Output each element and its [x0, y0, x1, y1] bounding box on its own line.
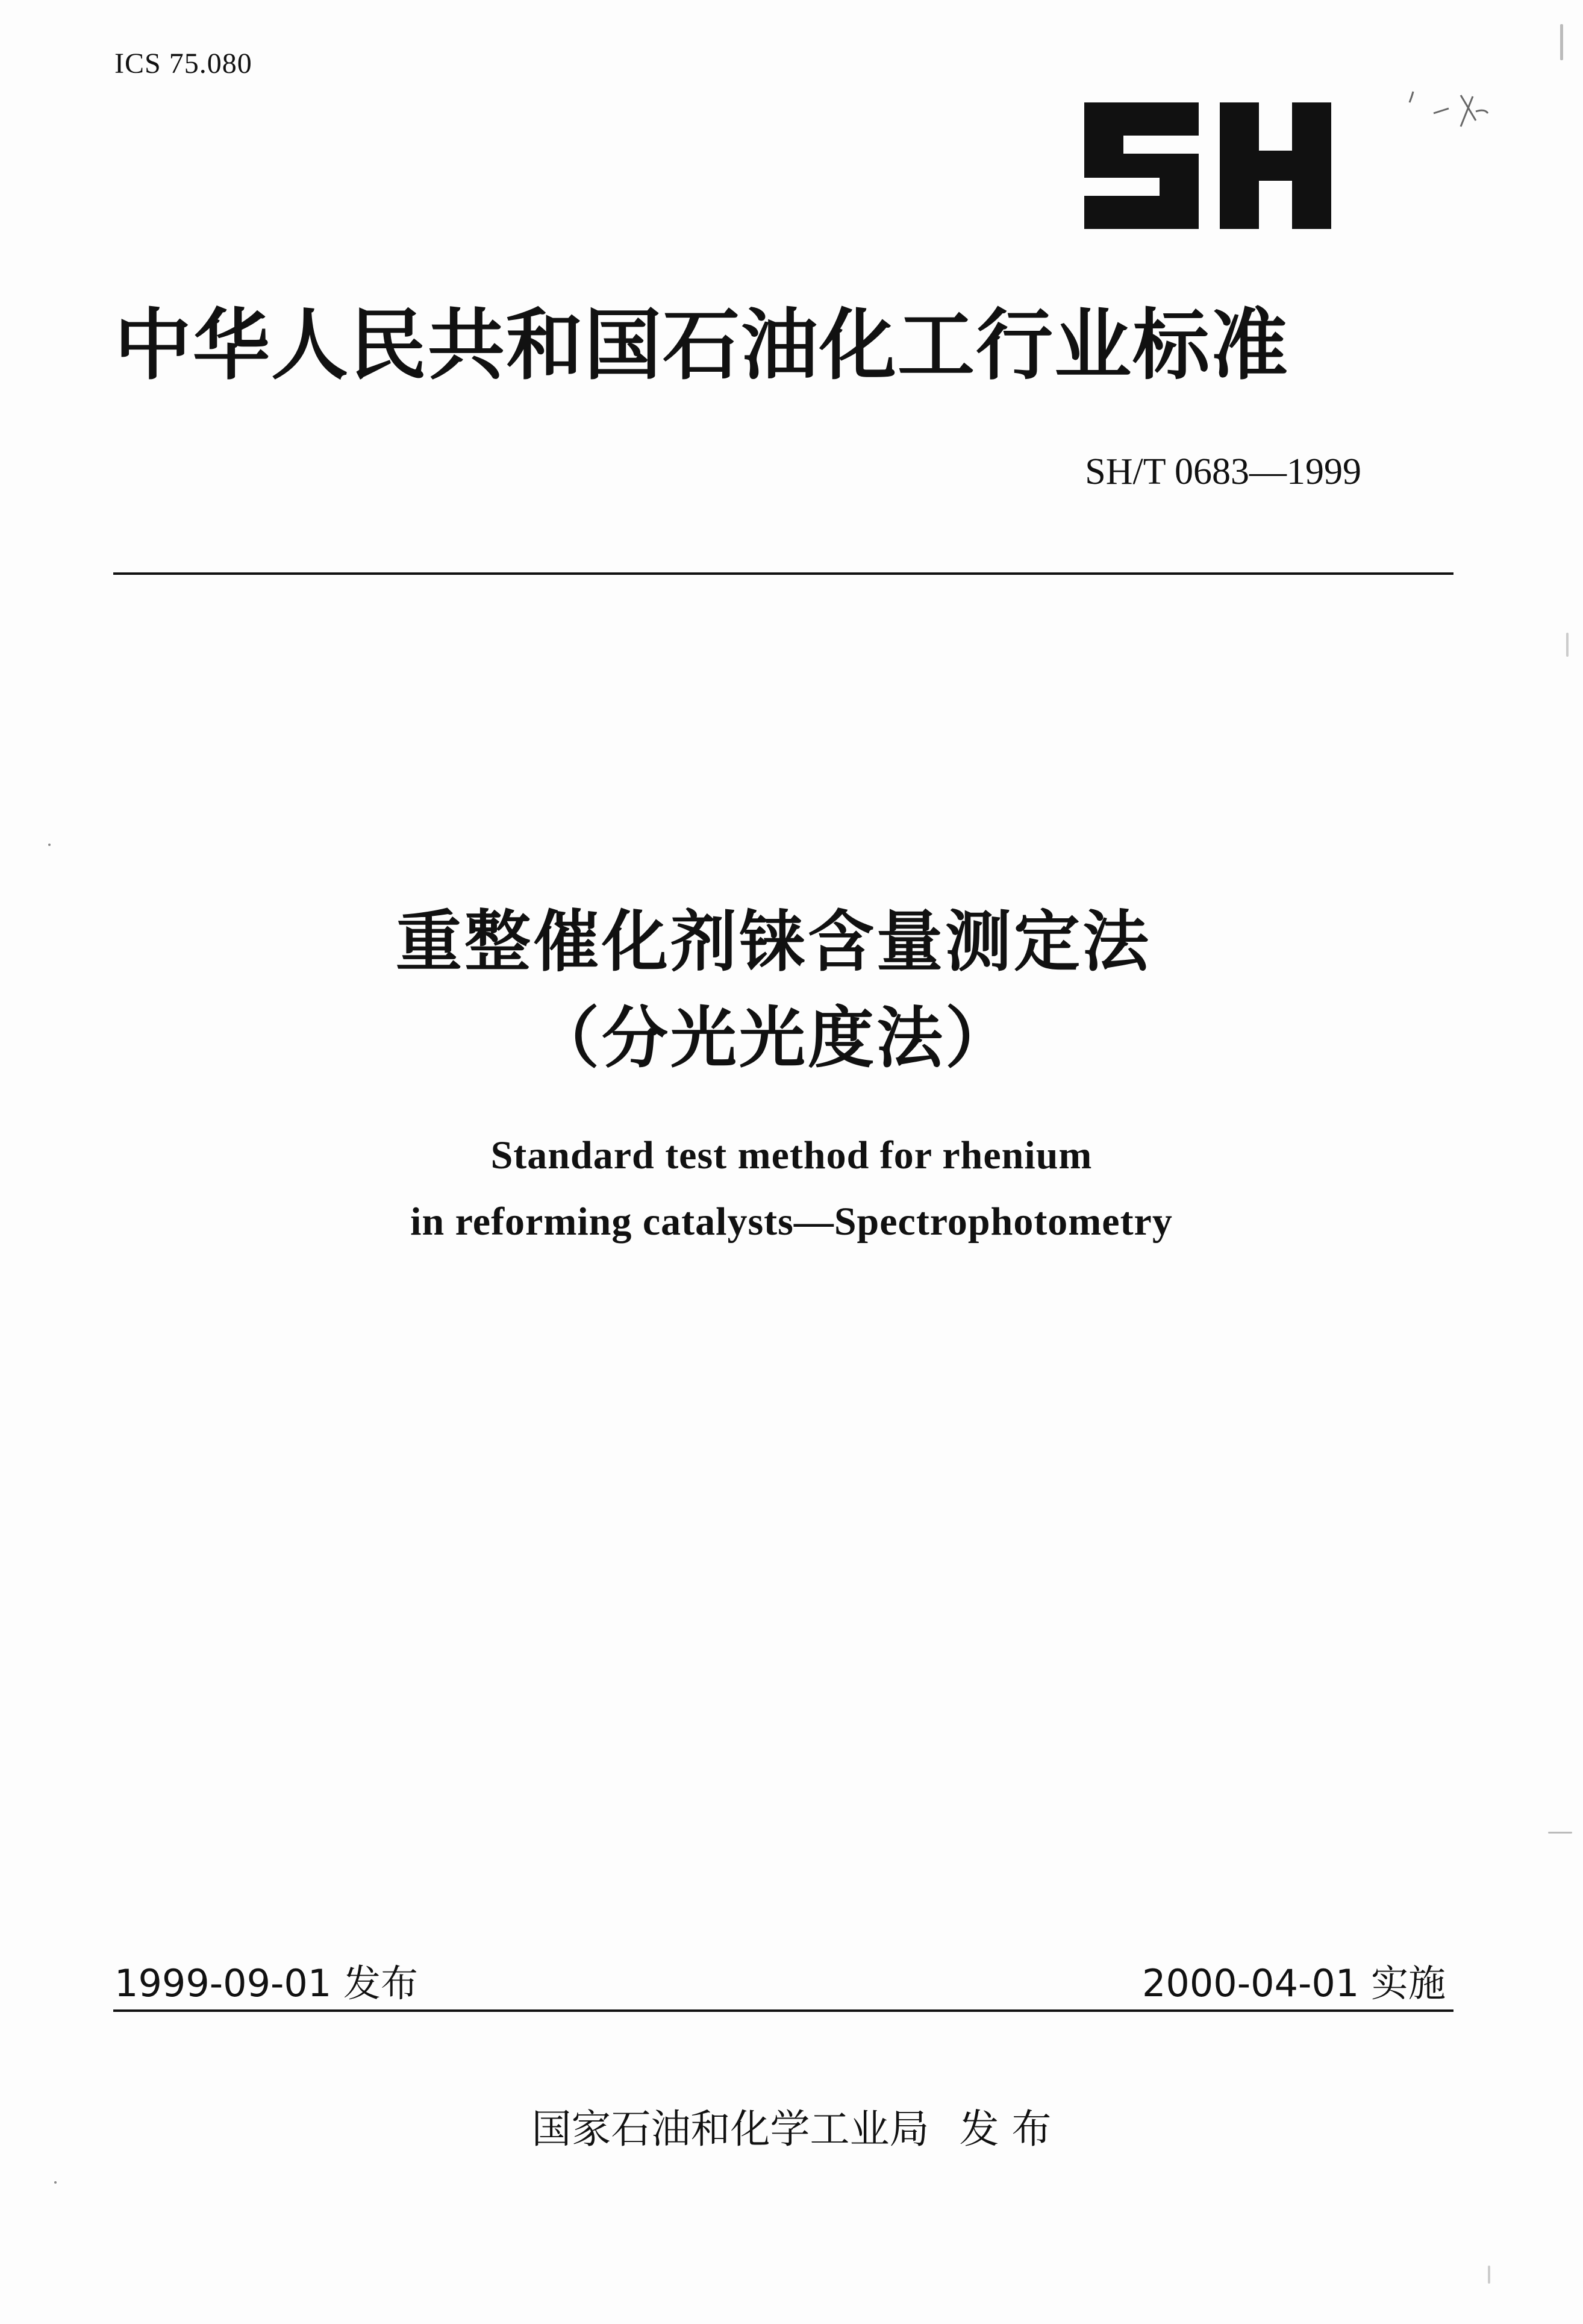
scan-speck: [1488, 2266, 1490, 2284]
org-title: 中华人民共和国石油化工行业标准: [114, 301, 1290, 390]
ics-code: ICS 75.080: [114, 48, 252, 80]
issuer-action: 发 布: [959, 2106, 1052, 2152]
bottom-divider: [113, 2009, 1453, 2012]
scan-speck: [1548, 1832, 1572, 1834]
top-divider: [113, 572, 1453, 575]
title-en-line1: Standard test method for rhenium: [490, 1133, 1093, 1177]
scan-speck: [54, 2181, 57, 2184]
issuer-name: 国家石油和化学工业局: [531, 2106, 929, 2152]
title-cn-sub: （分光光度法）: [533, 1000, 1014, 1077]
scan-speck: [1566, 633, 1569, 657]
standard-code: SH/T 0683—1999: [1085, 451, 1361, 492]
sh-logo: [1078, 90, 1343, 241]
title-cn-main: 重整催化剂铼含量测定法: [396, 903, 1151, 980]
issuer-line: [0, 2097, 1583, 2154]
handwritten-mark: [1397, 84, 1506, 139]
title-en-line2: in reforming catalysts—Spectrophotometry: [410, 1200, 1173, 1244]
effective-date: 2000-04-01 实施: [1141, 1961, 1446, 2005]
scan-speck: [1560, 24, 1563, 60]
publish-date: 1999-09-01 发布: [114, 1961, 419, 2005]
scan-speck: [48, 844, 51, 846]
